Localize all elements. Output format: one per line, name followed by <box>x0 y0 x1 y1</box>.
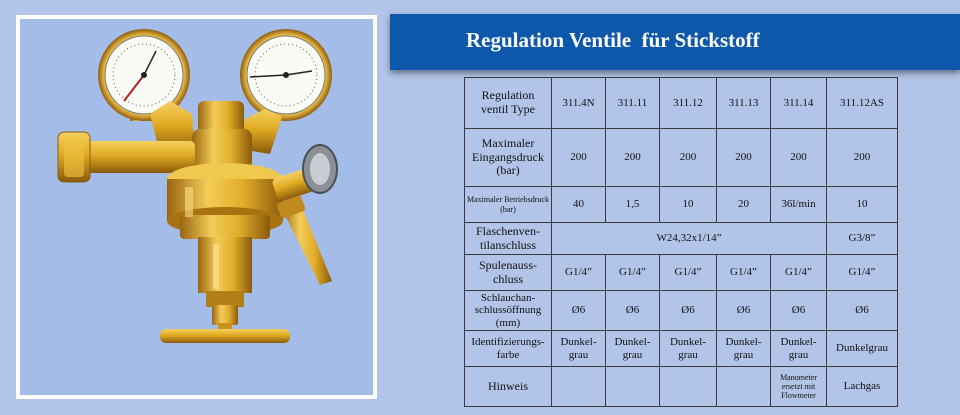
table-cell: 311.12 <box>660 78 717 129</box>
table-cell-merged: W24,32x1/14” <box>552 223 827 255</box>
table-cell: Ø6 <box>827 291 898 331</box>
table-cell: 200 <box>660 129 717 187</box>
table-cell: 200 <box>717 129 771 187</box>
table-cell: Dunkelgrau <box>827 331 898 367</box>
table-cell: 10 <box>827 187 898 223</box>
table-cell: 311.13 <box>717 78 771 129</box>
table-cell: Ø6 <box>717 291 771 331</box>
title-banner <box>390 14 960 70</box>
row-label: Flaschenven- tilanschluss <box>465 223 552 255</box>
row-label: Regulation ventil Type <box>465 78 552 129</box>
table-cell: 311.12AS <box>827 78 898 129</box>
table-cell: G3/8” <box>827 223 898 255</box>
row-label: Schlauchan- schlussöffnung (mm) <box>465 291 552 331</box>
product-photo-frame <box>16 15 377 399</box>
table-row-outlet-connection <box>465 255 898 291</box>
table-row-identification-color <box>465 331 898 367</box>
table-row-inlet-pressure <box>465 129 898 187</box>
table-cell: 200 <box>827 129 898 187</box>
table-cell: Ø6 <box>552 291 606 331</box>
table-cell: 40 <box>552 187 606 223</box>
table-cell: 36l/min <box>771 187 827 223</box>
table-cell <box>717 367 771 407</box>
table-cell: G1/4” <box>606 255 660 291</box>
table-cell: Dunkel- grau <box>771 331 827 367</box>
table-cell: Dunkel- grau <box>552 331 606 367</box>
table-row-type <box>465 78 898 129</box>
table-cell: G1/4” <box>552 255 606 291</box>
table-row-cylinder-connection <box>465 223 898 255</box>
page-title: Regulation Ventile für Stickstoff <box>466 28 760 52</box>
table-row-hose-opening <box>465 291 898 331</box>
table-cell <box>552 367 606 407</box>
row-label: Maximaler Eingangsdruck (bar) <box>465 129 552 187</box>
product-photo <box>20 19 373 395</box>
table-cell <box>660 367 717 407</box>
table-cell: 200 <box>771 129 827 187</box>
table-cell: G1/4” <box>660 255 717 291</box>
row-label: Hinweis <box>465 367 552 407</box>
table-cell: Manometer ersetzt mit Flowmeter <box>771 367 827 407</box>
table-cell: Dunkel- grau <box>606 331 660 367</box>
table-cell: 200 <box>552 129 606 187</box>
table-cell: 1,5 <box>606 187 660 223</box>
table-row-working-pressure <box>465 187 898 223</box>
table-cell <box>606 367 660 407</box>
row-label: Spulenauss- chluss <box>465 255 552 291</box>
table-cell: G1/4” <box>717 255 771 291</box>
table-cell: 311.4N <box>552 78 606 129</box>
table-row-note <box>465 367 898 407</box>
table-cell: 311.14 <box>771 78 827 129</box>
right-pressure-gauge-icon <box>240 29 332 121</box>
table-cell: Dunkel- grau <box>660 331 717 367</box>
row-label: Maximaler Betriebsdruck (bar) <box>465 187 552 223</box>
row-label: Identifizierungs- farbe <box>465 331 552 367</box>
table-cell: 10 <box>660 187 717 223</box>
table-cell: G1/4” <box>771 255 827 291</box>
table-cell: Ø6 <box>771 291 827 331</box>
table-cell: G1/4” <box>827 255 898 291</box>
specification-table <box>464 77 898 407</box>
table-cell: Dunkel- grau <box>717 331 771 367</box>
pressure-regulator-image <box>20 19 373 395</box>
table-cell: 200 <box>606 129 660 187</box>
table-cell: 20 <box>717 187 771 223</box>
table-cell: 311.11 <box>606 78 660 129</box>
table-cell: Ø6 <box>606 291 660 331</box>
table-cell: Ø6 <box>660 291 717 331</box>
table-cell: Lachgas <box>827 367 898 407</box>
